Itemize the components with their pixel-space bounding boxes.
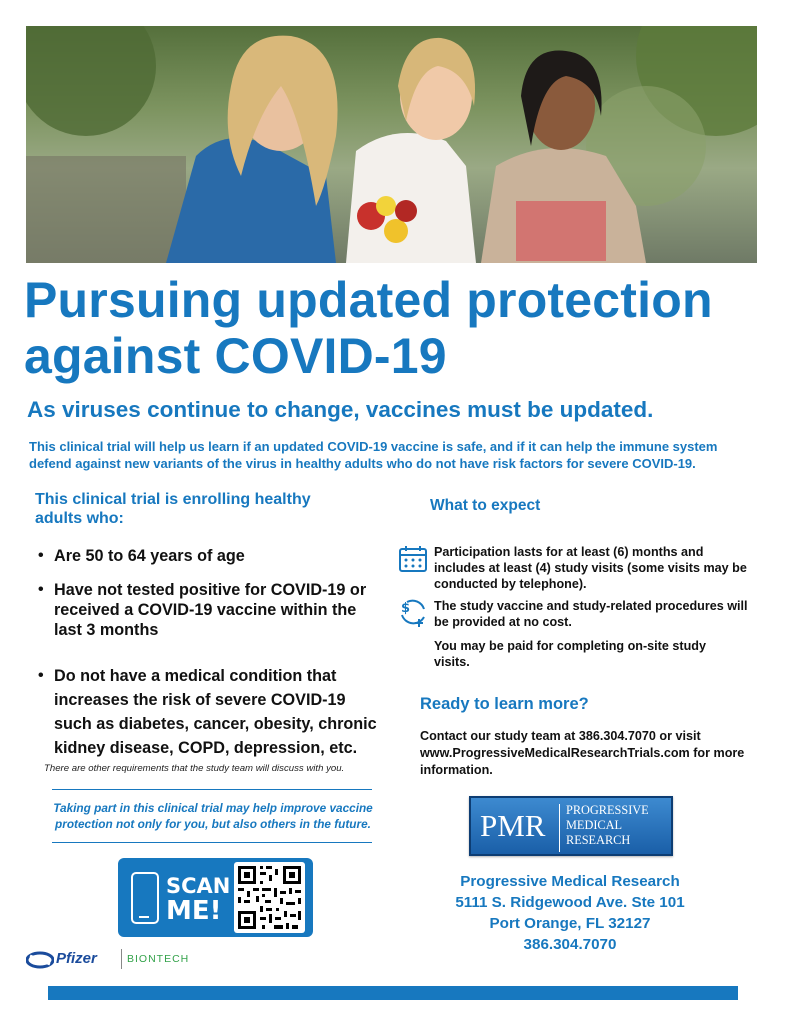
eligibility-list <box>38 546 383 760</box>
hero-photo <box>26 26 757 263</box>
paid-visits-text: You may be paid for completing on-site study visits. <box>434 639 706 669</box>
hero-photo-illustration <box>26 26 757 263</box>
pmr-logo-line-2: MEDICAL <box>566 818 623 832</box>
eligibility-item: • Have not tested positive for COVID-19 or received a COVID-19 vaccine within the last 3 months <box>38 580 383 640</box>
eligibility-heading <box>35 490 355 528</box>
logo-divider <box>121 949 122 969</box>
biontech-logo-text: BIONTECH <box>127 953 190 965</box>
pmr-logo-line-1: PROGRESSIVE <box>566 803 649 817</box>
street-address: 5111 S. Ridgewood Ave. Ste 101 <box>455 894 685 911</box>
qr-code-icon <box>234 862 305 933</box>
pmr-logo-abbr: PMR <box>480 808 546 843</box>
me-label: ME! <box>166 896 222 926</box>
qr-code[interactable] <box>234 862 305 933</box>
sponsor-logos <box>26 947 190 973</box>
contact-text: Contact our study team at 386.304.7070 or visit www.ProgressiveMedicalResearchTrials.com for more information. <box>420 729 745 777</box>
scan-me-box[interactable] <box>118 858 313 937</box>
ready-to-learn-heading: Ready to learn more? <box>420 695 589 713</box>
headline-line-1: Pursuing updated protection <box>24 272 713 328</box>
no-cost-text: The study vaccine and study-related procedures will be provided at no cost. <box>434 599 748 629</box>
svg-text:$: $ <box>401 601 411 616</box>
eligibility-heading-line-1: This clinical trial is enrolling healthy <box>35 491 311 508</box>
dollar-cycle-icon <box>397 597 429 629</box>
city-state-zip: Port Orange, FL 32127 <box>489 915 651 932</box>
pmr-logo-line-3: RESEARCH <box>566 833 631 847</box>
scan-me-label <box>166 874 230 924</box>
divider <box>52 789 372 790</box>
pmr-logo <box>469 796 673 856</box>
pfizer-logo-icon <box>26 947 54 973</box>
eligibility-heading-line-2: adults who: <box>35 510 124 527</box>
other-requirements-note: There are other requirements that the study team will discuss with you. <box>44 763 345 774</box>
headline-line-2: against COVID-19 <box>24 328 447 384</box>
headline <box>24 272 764 384</box>
what-to-expect-heading: What to expect <box>430 497 541 514</box>
pmr-logo-separator <box>559 804 560 852</box>
pfizer-logo-text: Pfizer <box>56 950 97 967</box>
participation-text: Participation lasts for at least (6) months and includes at least (4) study visits (some visits may be conducted by telephone). <box>434 545 747 591</box>
divider <box>52 842 372 843</box>
eligibility-item: • Do not have a medical condition that increases the risk of severe COVID-19 such as diabetes, cancer, obesity, chronic kidney disease, COPD, depression, etc. <box>38 664 383 760</box>
scan-label: SCAN <box>166 874 231 898</box>
footer-bar <box>48 986 738 1000</box>
address-block <box>440 871 700 955</box>
pmr-logo-name <box>566 803 649 848</box>
calendar-icon <box>398 545 428 573</box>
organization-name: Progressive Medical Research <box>460 873 680 890</box>
phone-icon <box>131 872 159 924</box>
intro-paragraph: This clinical trial will help us learn if an updated COVID-19 vaccine is safe, and if it can help the immune system defend against new variants of the virus in healthy adults who do not have risk factors for severe COVID-19. <box>29 439 718 471</box>
phone-number: 386.304.7070 <box>523 936 617 953</box>
eligibility-item: • Are 50 to 64 years of age <box>38 546 383 566</box>
subheadline: As viruses continue to change, vaccines must be updated. <box>27 397 654 422</box>
taking-part-note: Taking part in this clinical trial may help improve vaccine protection not only for you, but also others in the future. <box>53 801 373 831</box>
